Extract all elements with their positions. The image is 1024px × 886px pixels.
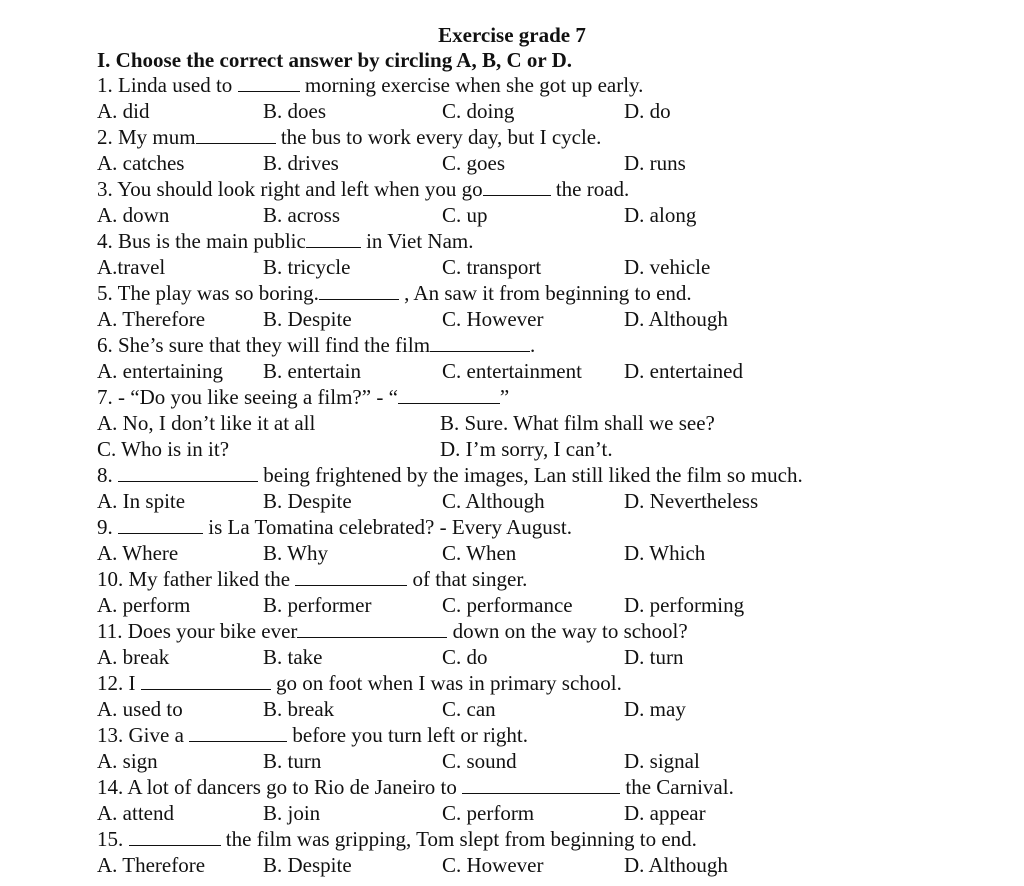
option-a[interactable]: A. down (97, 203, 170, 227)
question-2 (97, 124, 997, 176)
option-c[interactable]: C. goes (442, 151, 505, 175)
answer-blank (297, 619, 447, 638)
stem-text-before: 11. Does your bike ever (97, 619, 298, 643)
option-b[interactable]: B. join (263, 801, 321, 825)
option-a[interactable]: A. break (97, 645, 170, 669)
stem-text-before: 15. (97, 827, 129, 851)
stem-text-after: before you turn left or right. (287, 723, 528, 747)
option-d[interactable]: D. I’m sorry, I can’t. (440, 437, 613, 461)
question-7 (97, 384, 997, 462)
answer-options (97, 852, 997, 878)
question-stem (97, 332, 997, 358)
stem-text-before: 7. - “Do you like seeing a film?” - “ (97, 385, 398, 409)
stem-text-after: in Viet Nam. (360, 229, 474, 253)
answer-options (97, 202, 997, 228)
question-4 (97, 228, 997, 280)
answer-blank (141, 671, 271, 690)
stem-text-after: the bus to work every day, but I cycle. (275, 125, 602, 149)
option-a[interactable]: A. used to (97, 697, 183, 721)
answer-blank (462, 775, 620, 794)
question-list (97, 72, 997, 878)
stem-text-before: 5. The play was so boring. (97, 281, 319, 305)
stem-text-before: 9. (97, 515, 118, 539)
stem-text-after: being frightened by the images, Lan still liked the film so much. (258, 463, 803, 487)
option-a[interactable]: A. Where (97, 541, 179, 565)
answer-options (97, 306, 997, 332)
option-b[interactable]: B. performer (263, 593, 372, 617)
answer-blank (189, 723, 287, 742)
question-14 (97, 774, 997, 826)
stem-text-before: 2. My mum (97, 125, 196, 149)
stem-text-after: down on the way to school? (447, 619, 688, 643)
option-c[interactable]: C. sound (442, 749, 517, 773)
option-c[interactable]: C. entertainment (442, 359, 582, 383)
option-c[interactable]: C. However (442, 307, 544, 331)
option-d[interactable]: D. Although (624, 853, 728, 877)
question-3 (97, 176, 997, 228)
option-c[interactable]: C. can (442, 697, 496, 721)
answer-options (97, 254, 997, 280)
question-8 (97, 462, 997, 514)
answer-blank (238, 73, 300, 92)
option-d[interactable]: D. appear (624, 801, 706, 825)
question-6 (97, 332, 997, 384)
option-b[interactable]: B. Sure. What film shall we see? (440, 411, 715, 435)
option-c[interactable]: C. transport (442, 255, 542, 279)
option-d[interactable]: D. along (624, 203, 697, 227)
question-stem (97, 566, 997, 592)
question-stem (97, 72, 997, 98)
option-a[interactable]: A. perform (97, 593, 191, 617)
question-stem (97, 722, 997, 748)
answer-options (97, 540, 997, 566)
stem-text-before: 6. She’s sure that they will find the film (97, 333, 431, 357)
question-13 (97, 722, 997, 774)
answer-options (97, 410, 997, 462)
question-stem (97, 618, 997, 644)
question-5 (97, 280, 997, 332)
option-d[interactable]: D. Although (624, 307, 728, 331)
question-stem (97, 124, 997, 150)
option-a[interactable]: A. did (97, 99, 150, 123)
option-d[interactable]: D. turn (624, 645, 684, 669)
answer-options (97, 150, 997, 176)
option-b[interactable]: B. entertain (263, 359, 361, 383)
stem-text-before: 14. A lot of dancers go to Rio de Janeiro to (97, 775, 463, 799)
option-a[interactable]: A. In spite (97, 489, 186, 513)
stem-text-after: the film was gripping, Tom slept from beginning to end. (220, 827, 697, 851)
question-stem (97, 280, 997, 306)
question-stem (97, 176, 997, 202)
option-b[interactable]: B. does (263, 99, 326, 123)
option-b[interactable]: B. Despite (263, 307, 352, 331)
answer-options (97, 748, 997, 774)
stem-text-before: 4. Bus is the main public (97, 229, 306, 253)
option-b[interactable]: B. turn (263, 749, 322, 773)
option-b[interactable]: B. Despite (263, 489, 352, 513)
stem-text-after: , An saw it from beginning to end. (398, 281, 692, 305)
option-c[interactable]: C. up (442, 203, 488, 227)
stem-text-after: is La Tomatina celebrated? - Every August. (203, 515, 573, 539)
option-c[interactable]: C. do (442, 645, 488, 669)
option-a[interactable]: A. catches (97, 151, 185, 175)
stem-text-before: 12. I (97, 671, 141, 695)
answer-options (97, 696, 997, 722)
answer-options (97, 800, 997, 826)
question-stem (97, 514, 997, 540)
answer-blank (118, 515, 203, 534)
option-d[interactable]: D. performing (624, 593, 745, 617)
answer-blank (118, 463, 258, 482)
option-d[interactable]: D. signal (624, 749, 700, 773)
option-a[interactable]: A.travel (97, 255, 166, 279)
answer-blank (129, 827, 221, 846)
question-stem (97, 670, 997, 696)
stem-text-after: the Carnival. (620, 775, 734, 799)
option-c[interactable]: C. When (442, 541, 517, 565)
stem-text-before: 8. (97, 463, 118, 487)
answer-blank (398, 385, 500, 404)
answer-blank (430, 333, 530, 352)
answer-options (97, 644, 997, 670)
section-heading: I. Choose the correct answer by circling A, B, C or D. (97, 48, 572, 72)
option-b[interactable]: B. tricycle (263, 255, 351, 279)
question-9 (97, 514, 997, 566)
option-b[interactable]: B. Despite (263, 853, 352, 877)
option-c[interactable]: C. performance (442, 593, 573, 617)
option-a[interactable]: A. entertaining (97, 359, 223, 383)
option-b[interactable]: B. break (263, 697, 335, 721)
option-a[interactable]: A. No, I don’t like it at all (97, 411, 316, 435)
question-stem (97, 228, 997, 254)
question-10 (97, 566, 997, 618)
option-d[interactable]: D. may (624, 697, 686, 721)
answer-blank (483, 177, 551, 196)
option-c[interactable]: C. perform (442, 801, 535, 825)
answer-blank (319, 281, 399, 300)
answer-options (97, 358, 997, 384)
option-c[interactable]: C. Who is in it? (97, 437, 230, 461)
stem-text-after: . (530, 333, 536, 357)
answer-options (97, 488, 997, 514)
option-d[interactable]: D. runs (624, 151, 686, 175)
page-title: Exercise grade 7 (438, 23, 586, 47)
stem-text-before: 10. My father liked the (97, 567, 296, 591)
question-1 (97, 72, 997, 124)
option-b[interactable]: B. take (263, 645, 323, 669)
option-a[interactable]: A. sign (97, 749, 158, 773)
option-b[interactable]: B. Why (263, 541, 328, 565)
question-15 (97, 826, 997, 878)
option-a[interactable]: A. Therefore (97, 853, 206, 877)
stem-text-after: ” (499, 385, 510, 409)
option-d[interactable]: D. do (624, 99, 671, 123)
stem-text-after: of that singer. (407, 567, 528, 591)
option-d[interactable]: D. Which (624, 541, 706, 565)
stem-text-after: the road. (550, 177, 630, 201)
option-d[interactable]: D. entertained (624, 359, 743, 383)
question-12 (97, 670, 997, 722)
option-a[interactable]: A. attend (97, 801, 174, 825)
question-11 (97, 618, 997, 670)
answer-options (97, 98, 997, 124)
stem-text-before: 1. Linda used to (97, 73, 238, 97)
option-d[interactable]: D. Nevertheless (624, 489, 759, 513)
option-b[interactable]: B. across (263, 203, 340, 227)
answer-options (97, 592, 997, 618)
answer-blank (306, 229, 361, 248)
answer-blank (295, 567, 407, 586)
option-d[interactable]: D. vehicle (624, 255, 711, 279)
option-c[interactable]: C. However (442, 853, 544, 877)
option-a[interactable]: A. Therefore (97, 307, 206, 331)
question-stem (97, 826, 997, 852)
stem-text-before: 3. You should look right and left when you go (97, 177, 483, 201)
answer-blank (196, 125, 276, 144)
question-stem (97, 462, 997, 488)
question-stem (97, 774, 997, 800)
option-c[interactable]: C. doing (442, 99, 515, 123)
option-c[interactable]: C. Although (442, 489, 545, 513)
option-b[interactable]: B. drives (263, 151, 339, 175)
question-stem (97, 384, 997, 410)
stem-text-before: 13. Give a (97, 723, 190, 747)
stem-text-after: morning exercise when she got up early. (299, 73, 644, 97)
stem-text-after: go on foot when I was in primary school. (270, 671, 622, 695)
